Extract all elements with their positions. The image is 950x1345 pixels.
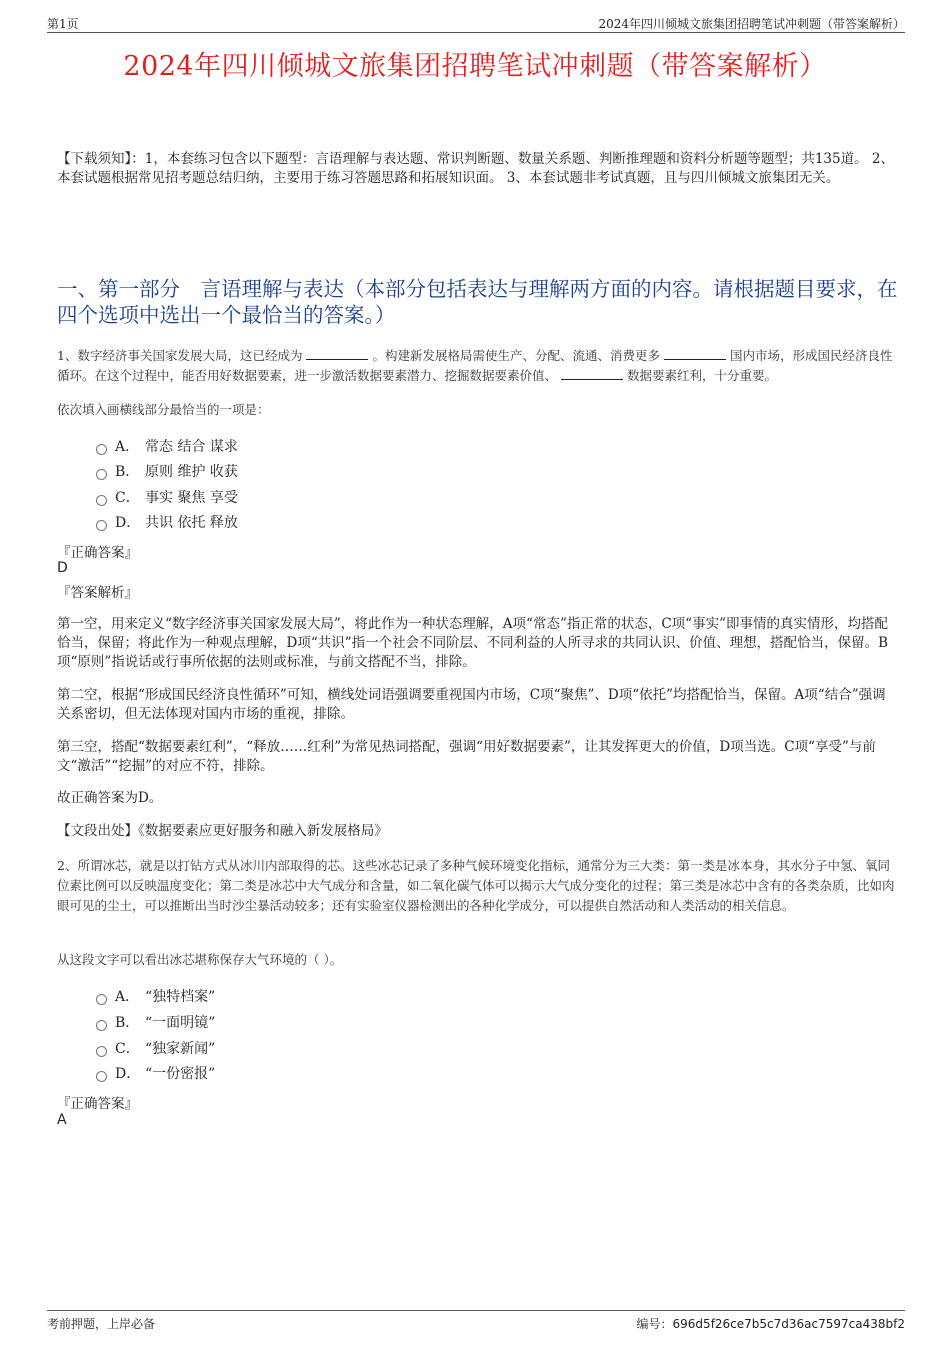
footer-slogan: 考前押题，上岸必备 [47,1317,156,1331]
question-2-answer-label: 『正确答案』 [57,1096,138,1112]
question-1-answer-label: 『正确答案』 [57,545,138,561]
question-1-option-d[interactable]: D． 共识 依托 释放 [96,512,238,532]
section-title: 一、第一部分 言语理解与表达（本部分包括表达与理解两方面的内容。请根据题目要求，在四个选项中选出一个最恰当的答案。） [57,277,898,327]
radio-icon[interactable] [96,520,107,531]
radio-icon[interactable] [96,1046,107,1057]
question-1-prompt: 依次填入画横线部分最恰当的一项是： [57,402,270,417]
radio-icon[interactable] [96,495,107,506]
question-1-answer: D [57,560,68,576]
question-2-prompt: 从这段文字可以看出冰芯堪称保存大气环境的（ ）。 [57,952,343,967]
question-2-option-c[interactable]: C． “独家新闻” [96,1038,215,1058]
blank-2 [664,347,726,360]
document-title: 2024年四川倾城文旅集团招聘笔试冲刺题（带答案解析） [123,51,827,82]
blank-1 [306,347,368,360]
text-source: 【文段出处】《数据要素应更好服务和融入新发展格局》 [57,823,388,839]
radio-icon[interactable] [96,1071,107,1082]
page-header [47,12,905,33]
blank-3 [561,367,623,380]
question-1-option-b[interactable]: B． 原则 维护 收获 [96,461,238,481]
radio-icon[interactable] [96,469,107,480]
page-footer [47,1310,905,1335]
download-notice: 【下载须知】：1，本套练习包含以下题型：言语理解与表达题、常识判断题、数量关系题、判断推理题和资料分析题等题型；共135道。 2、本套试题根据常见招考题总结归纳，主要用于练习答题思路和拓展知识面。 3、本套试题非考试真题，且与四川倾城文旅集团无关。 [57,151,894,186]
analysis-conclusion: 故正确答案为D。 [57,790,163,806]
page-number: 第1页 [47,17,79,31]
question-2-option-a[interactable]: A． “独特档案” [96,986,215,1006]
question-1-analysis-label: 『答案解析』 [57,585,138,601]
analysis-paragraph-1: 第一空，用来定义“数字经济事关国家发展大局”，将此作为一种状态理解，A项“常态”指正常的状态，C项“事实”即事情的真实情形，均搭配恰当，保留；将此作为一种观点理解，D项“共识”指一个社会不同阶层、不同利益的人所寻求的共同认识、价值、理想，搭配恰当，保留。B项“原则”指说话或行事所依据的法则或标准，与前文搭配不当，排除。 [57,616,889,670]
question-1-option-a[interactable]: A． 常态 结合 谋求 [96,436,238,456]
question-2-option-b[interactable]: B． “一面明镜” [96,1012,215,1032]
header-doc-name: 2024年四川倾城文旅集团招聘笔试冲刺题（带答案解析） [598,17,905,31]
radio-icon[interactable] [96,444,107,455]
question-1-option-c[interactable]: C． 事实 聚焦 享受 [96,487,238,507]
analysis-paragraph-2: 第二空，根据“形成国民经济良性循环”可知，横线处词语强调要重视国内市场，C项“聚焦”、D项“依托”均搭配恰当，保留。A项“结合”强调关系密切，但无法体现对国内市场的重视，排除。 [57,687,886,722]
analysis-paragraph-3: 第三空，搭配“数据要素红利”，“释放……红利”为常见热词搭配，强调“用好数据要素”，让其发挥更大的价值，D项当选。C项“享受”与前文“激活”“挖掘”的对应不符，排除。 [57,739,876,774]
footer-code: 编号：696d5f26ce7b5c7d36ac7597ca438bf2 [636,1317,905,1331]
radio-icon[interactable] [96,994,107,1005]
question-1-stem: 1、数字经济事关国家发展大局，这已经成为 。构建新发展格局需使生产、分配、流通、消费更多 国内市场，形成国民经济良性循环。在这个过程中，能否用好数据要素，进一步激活数据要素潜力、挖掘数据要素价值、 数据要素红利，十分重要。 [57,348,893,383]
question-2-stem: 2、所谓冰芯，就是以打钻方式从冰川内部取得的芯。这些冰芯记录了多种气候环境变化指标，通常分为三大类：第一类是冰本身，其水分子中氢、氧同位素比例可以反映温度变化；第二类是冰芯中大气成分和含量，如二氧化碳气体可以揭示大气成分变化的过程；第三类是冰芯中含有的各类杂质，比如肉眼可见的尘土，可以推断出当时沙尘暴活动较多；还有实验室仪器检测出的各种化学成分，可以提供自然活动和人类活动的相关信息。 [57,858,895,913]
question-2-option-d[interactable]: D． “一份密报” [96,1063,215,1083]
question-2-answer: A [57,1112,67,1128]
radio-icon[interactable] [96,1020,107,1031]
